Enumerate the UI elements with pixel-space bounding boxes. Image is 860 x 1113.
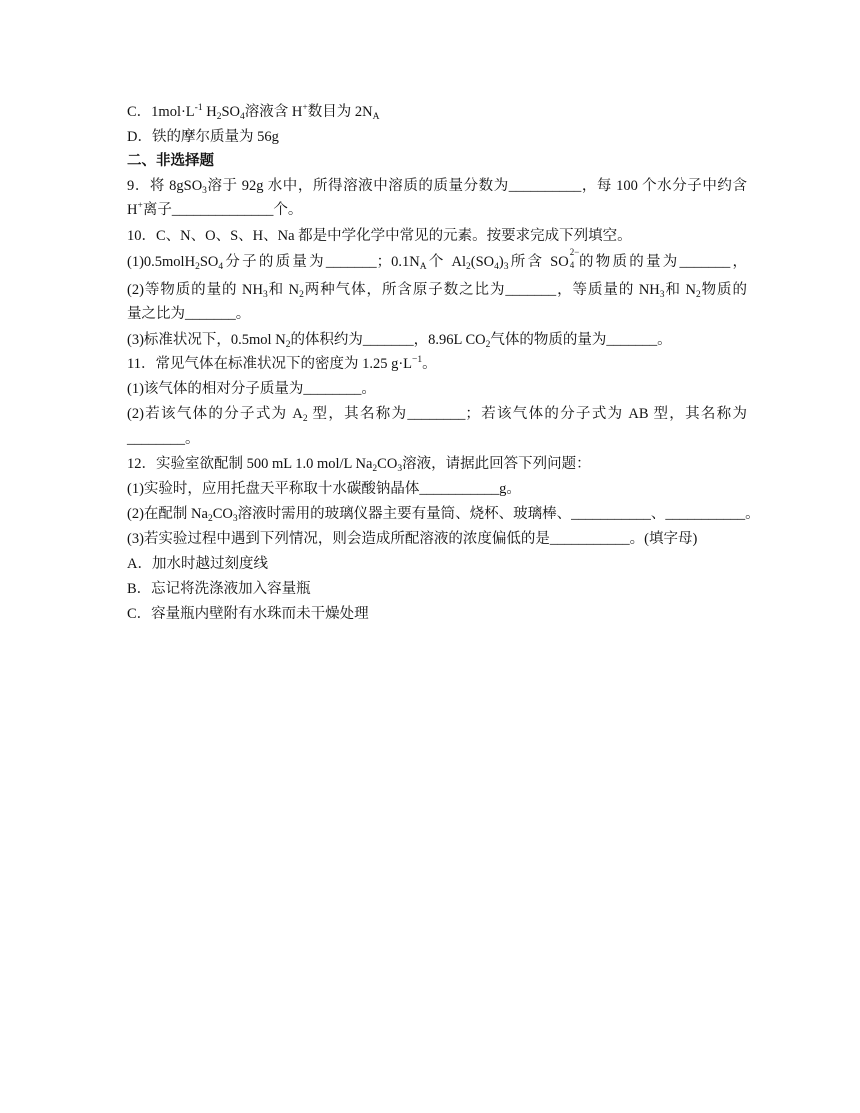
choice-b: B．忘记将洗涤液加入容量瓶 (127, 581, 311, 597)
question-11-part-1: (1)该气体的相对分子质量为________。 (127, 381, 376, 397)
question-12-part-1: (1)实验时，应用托盘天平称取十水碳酸钠晶体___________g。 (127, 481, 521, 497)
option-c-h2so4: C．$1mol\cdot L^{-1}$ $H_2SO_4$溶液含 H+数目为 $2N_A$ (127, 103, 380, 122)
question-12-part-2: (2)在配制 $Na_2CO_3$溶液时需用的玻璃仪器主要有量筒、烧杯、玻璃棒、___________、___________。 (127, 506, 760, 524)
question-11-stem: 11．常见气体在标准状况下的密度为 1.25 $g\cdot L^{-1}$。 (127, 355, 437, 372)
question-11-part-2-line-2: ________。 (127, 431, 200, 447)
question-10-part-2-line-2: 量之比为_______。 (127, 306, 251, 322)
question-12-part-3: (3)若实验过程中遇到下列情况，则会造成所配溶液的浓度偏低的是___________。(填字母) (127, 531, 698, 547)
sulfate-charge-stack: 2− 4 (569, 247, 580, 270)
question-10-part-2-line-1: (2)等物质的量的 $NH_3$和 $N_2$两种气体，所含原子数之比为_______，等质量的 $NH_3$和 $N_2$物质的 (127, 282, 747, 300)
question-9-line-1: 9．将 8gSO$_3$溶于 92g 水中，所得溶液中溶质的质量分数为__________，每 100 个水分子中约含 (127, 178, 747, 196)
question-10-part-1: $(1)0.5molH_2SO_4$分子的质量为_______；$0.1N_A$个 $Al_2(SO_4)_3$所含 SO 2− 4 的物质的量为_______， (127, 247, 747, 272)
question-12-stem: 12．实验室欲配制 500 mL 1.0 mol/L $Na_2CO_3$溶液，请据此回答下列问题： (127, 456, 591, 474)
question-9-line-2: H+离子______________个。 (127, 201, 303, 218)
question-10-stem: 10．C、N、O、S、H、Na 都是中学化学中常见的元素。按要求完成下列填空。 (127, 228, 632, 244)
choice-a: A．加水时越过刻度线 (127, 556, 268, 572)
section-heading: 二、非选择题 (127, 153, 214, 169)
option-d-iron: D．铁的摩尔质量为 56g (127, 129, 279, 145)
question-11-part-2-line-1: (2)若该气体的分子式为 $A_2$ 型，其名称为________；若该气体的分子式为 AB 型，其名称为 (127, 406, 747, 424)
question-10-part-3: (3)标准状况下，0.5mol $N_2$的体积约为_______，8.96L $CO_2$气体的物质的量为_______。 (127, 332, 672, 350)
choice-c: C．容量瓶内壁附有水珠而未干燥处理 (127, 606, 369, 622)
